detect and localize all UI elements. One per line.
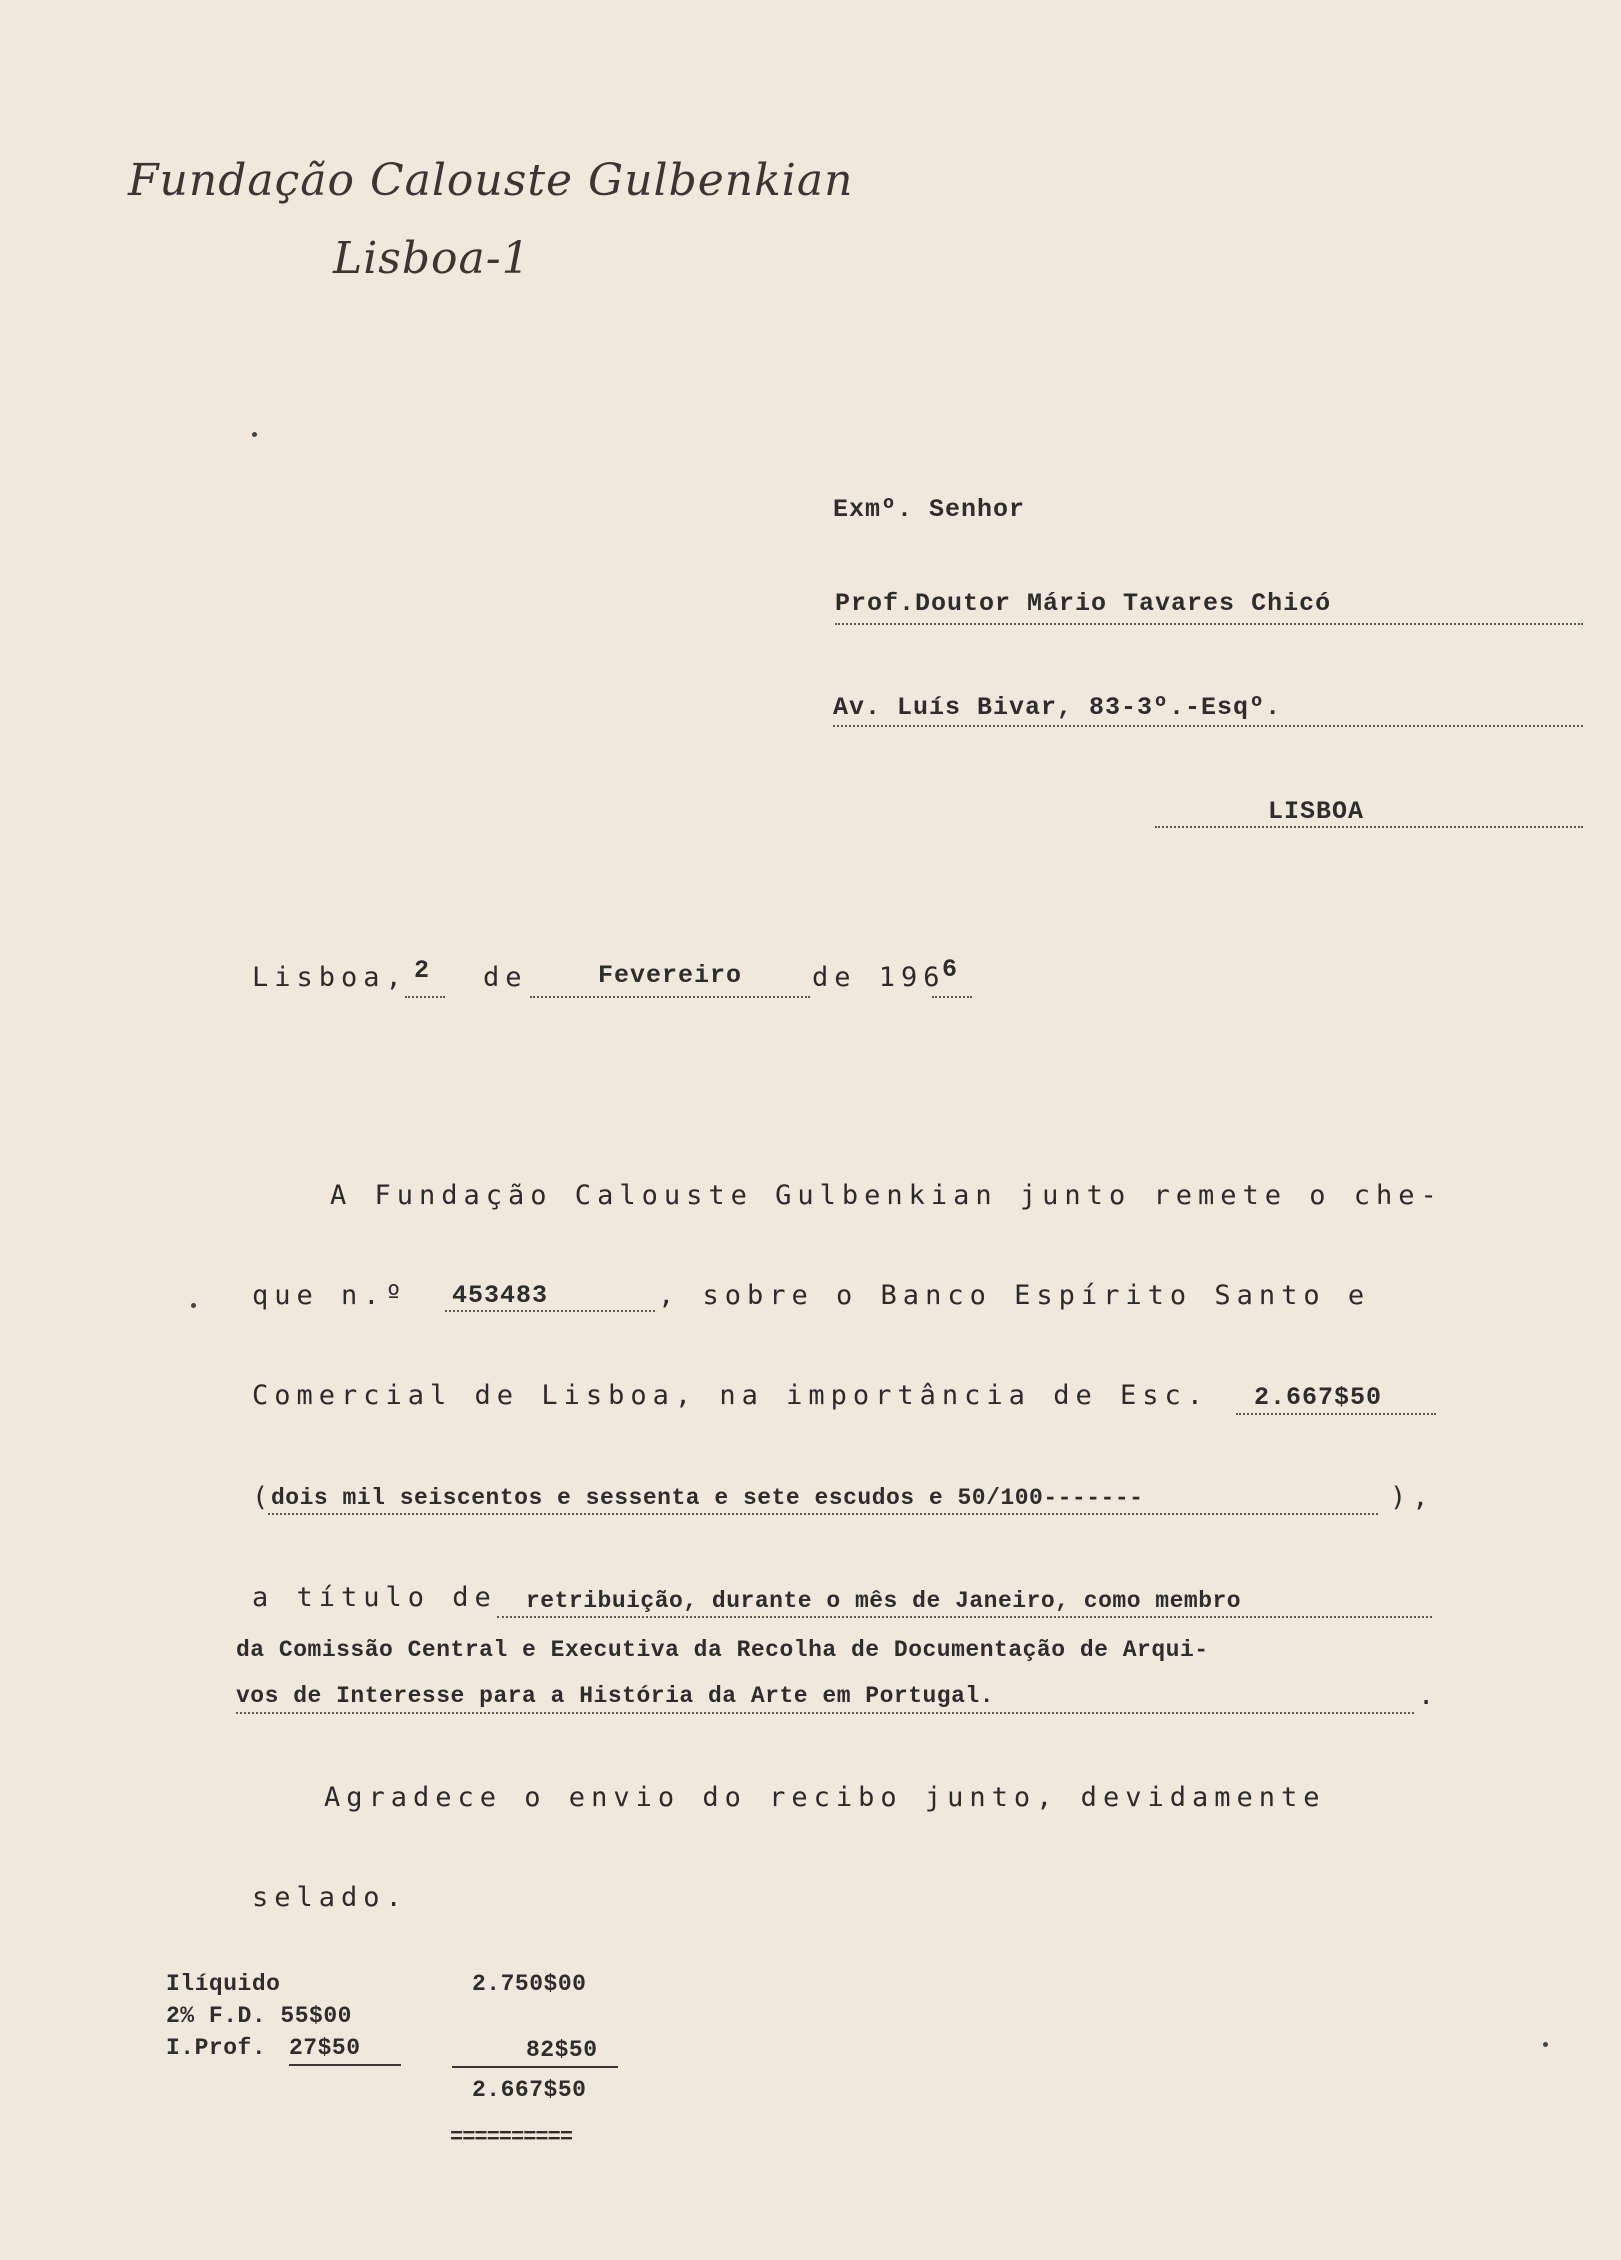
recipient-address-line — [833, 725, 1583, 727]
amount-in-words: dois mil seiscentos e sessenta e sete escudos e 50/100------- — [271, 1485, 1144, 1511]
cheque-number: 453483 — [452, 1281, 549, 1310]
body-line-2-suffix: , sobre o Banco Espírito Santo e — [658, 1280, 1371, 1311]
calc-deduction-total: 82$50 — [526, 2037, 598, 2063]
calc-iprof-value: 27$50 — [289, 2035, 361, 2061]
letterhead-city: Lisboa-1 — [333, 233, 531, 284]
closing-line-2: selado. — [252, 1882, 408, 1913]
title-line-1-rule — [497, 1616, 1432, 1618]
amount-words-line — [268, 1513, 1378, 1515]
cheque-number-line — [445, 1310, 655, 1312]
calc-gross-label: Ilíquido — [166, 1971, 281, 1997]
closing-line-1: Agradece o envio do recibo junto, devidamente — [324, 1782, 1326, 1813]
title-end-mark: . — [1418, 1680, 1441, 1711]
calc-iprof-underline — [289, 2064, 401, 2066]
date-month: Fevereiro — [598, 961, 743, 990]
amount-figures: 2.667$50 — [1254, 1383, 1383, 1412]
date-month-line — [530, 996, 810, 998]
date-year-line — [932, 996, 972, 998]
speck — [1543, 2042, 1548, 2047]
title-line-2: da Comissão Central e Executiva da Recolha de Documentação de Arqui- — [236, 1637, 1209, 1663]
date-day: 2 — [414, 956, 431, 985]
amount-figures-line — [1236, 1413, 1436, 1415]
calc-net-amount: 2.667$50 — [472, 2077, 587, 2103]
calc-iprof-label: I.Prof. — [166, 2035, 267, 2061]
calc-fd-deduction: 2% F.D. 55$00 — [166, 2003, 352, 2029]
calc-deduction-underline — [452, 2066, 618, 2068]
recipient-name-line — [835, 623, 1583, 625]
amount-words-close: ), — [1390, 1482, 1435, 1513]
title-line-1: retribuição, durante o mês de Janeiro, como membro — [526, 1588, 1242, 1614]
date-city-label: Lisboa, — [252, 962, 408, 993]
title-line-3: vos de Interesse para a História da Arte em Portugal. — [236, 1683, 995, 1709]
date-de-1: de — [483, 962, 528, 993]
body-line-1: A Fundação Calouste Gulbenkian junto remete o che- — [330, 1180, 1443, 1211]
recipient-salutation: Exmº. Senhor — [833, 495, 1026, 524]
date-year-digit: 6 — [942, 955, 959, 984]
date-day-line — [405, 996, 445, 998]
speck — [191, 1303, 196, 1308]
calc-gross-value: 2.750$00 — [472, 1971, 587, 1997]
amount-words-open: ( — [252, 1482, 275, 1513]
title-prefix: a título de — [252, 1582, 497, 1613]
body-line-2-prefix: que n.º — [252, 1280, 408, 1311]
body-line-3-prefix: Comercial de Lisboa, na importância de Esc. — [252, 1380, 1209, 1411]
letterhead — [128, 155, 854, 284]
recipient-name: Prof.Doutor Mário Tavares Chicó — [835, 589, 1332, 618]
recipient-city: LISBOA — [1268, 797, 1365, 826]
recipient-city-line — [1155, 826, 1583, 828]
recipient-address: Av. Luís Bivar, 83-3º.-Esqº. — [833, 693, 1282, 722]
date-year-prefix: de 196 — [812, 962, 946, 993]
speck — [252, 432, 257, 437]
letterhead-foundation-name: Fundação Calouste Gulbenkian — [128, 155, 854, 206]
title-line-3-rule — [236, 1712, 1414, 1714]
calc-double-underline: ========== — [450, 2125, 573, 2150]
